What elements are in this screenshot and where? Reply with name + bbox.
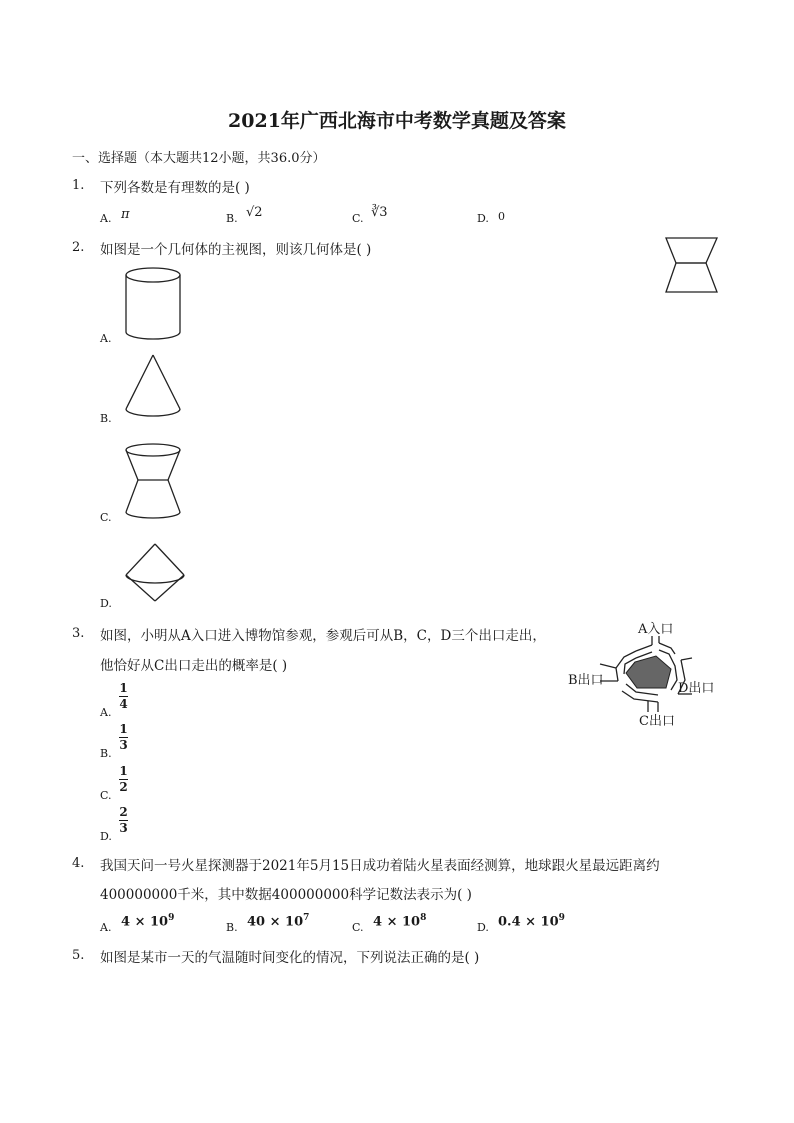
- q4-option-a-value: [121, 913, 174, 929]
- q3-museum-figure: [592, 636, 715, 716]
- q1-option-c-label: C.: [352, 212, 364, 225]
- q4-option-b-base: 40 × 10: [247, 914, 304, 930]
- q4-number: 4.: [72, 856, 85, 871]
- q3-option-c-denominator: 2: [119, 780, 128, 794]
- q3-label-entrance-a: A入口: [638, 622, 674, 637]
- q4-option-a-exponent: 9: [168, 913, 175, 923]
- q3-option-b-label: B.: [100, 747, 112, 760]
- q5-number: 5.: [72, 948, 85, 963]
- q2-option-d-label: D.: [100, 597, 112, 610]
- cylinder-icon: [124, 266, 184, 342]
- q4-option-b-exponent: 7: [303, 913, 310, 923]
- q3-option-c-fraction: [119, 764, 128, 795]
- q3-option-b-denominator: 3: [119, 738, 128, 752]
- q4-option-d-label: D.: [477, 921, 489, 934]
- q4-option-c-base: 4 × 10: [373, 914, 421, 930]
- q4-option-c-value: [373, 913, 426, 929]
- cone-icon: [124, 353, 184, 419]
- q1-option-b-value: √2: [246, 205, 263, 220]
- q3-label-exit-c: C出口: [639, 714, 675, 729]
- q3-option-a-fraction: [119, 681, 128, 712]
- q3-option-c-label: C.: [100, 789, 112, 802]
- q3-line2: 他恰好从C出口走出的概率是( ): [100, 658, 288, 674]
- q3-option-a-numerator: 1: [119, 681, 128, 695]
- double-cone-icon: [124, 542, 188, 604]
- q3-option-a-denominator: 4: [119, 697, 128, 711]
- q4-option-c-label: C.: [352, 921, 364, 934]
- q1-option-b-label: B.: [226, 212, 238, 225]
- q2-text: 如图是一个几何体的主视图，则该几何体是( ): [100, 242, 372, 258]
- q4-option-a-base: 4 × 10: [121, 914, 169, 930]
- q2-option-c-label: C.: [100, 511, 112, 524]
- q3-option-d-label: D.: [100, 830, 112, 843]
- q3-option-c-numerator: 1: [119, 764, 128, 778]
- q4-option-a-label: A.: [100, 921, 112, 934]
- q1-option-d-label: D.: [477, 212, 489, 225]
- q4-option-d-base: 0.4 × 10: [498, 914, 559, 930]
- q4-option-b-value: [247, 913, 309, 929]
- q4-line1: 我国天问一号火星探测器于2021年5月15日成功着陆火星表面经测算，地球跟火星最远距离约: [100, 858, 660, 874]
- q3-option-a-label: A.: [100, 706, 112, 719]
- q3-label-exit-b: B出口: [568, 673, 604, 688]
- q1-option-d-value: 0: [498, 210, 505, 223]
- q1-option-a-value: π: [121, 207, 130, 222]
- q4-option-c-exponent: 8: [420, 913, 427, 923]
- section-heading: 一、选择题（本大题共12小题，共36.0分）: [72, 151, 326, 166]
- q1-option-a-label: A.: [100, 212, 112, 225]
- q3-option-d-denominator: 3: [119, 821, 128, 835]
- q3-label-exit-d: D出口: [678, 681, 715, 696]
- q5-text: 如图是某市一天的气温随时间变化的情况，下列说法正确的是( ): [100, 950, 480, 966]
- q2-number: 2.: [72, 240, 85, 255]
- q2-option-a-label: A.: [100, 332, 112, 345]
- q3-line1: 如图，小明从A入口进入博物馆参观，参观后可从B，C，D三个出口走出，: [100, 628, 546, 644]
- q3-number: 3.: [72, 626, 85, 641]
- page-title: 2021年广西北海市中考数学真题及答案: [228, 110, 566, 132]
- q1-number: 1.: [72, 178, 85, 193]
- q4-option-d-value: [498, 913, 565, 929]
- q3-option-d-fraction: [119, 805, 128, 836]
- q1-option-c-value: ∛3: [371, 205, 388, 220]
- q4-option-d-exponent: 9: [558, 913, 565, 923]
- q1-text: 下列各数是有理数的是( ): [100, 180, 250, 196]
- double-frustum-icon: [124, 442, 184, 524]
- q3-option-b-fraction: [119, 722, 128, 753]
- q4-line2: 400000000千米，其中数据400000000科学记数法表示为( ): [100, 887, 472, 903]
- q3-option-b-numerator: 1: [119, 722, 128, 736]
- q4-option-b-label: B.: [226, 921, 238, 934]
- q2-front-view-figure: [664, 236, 720, 296]
- q3-option-d-numerator: 2: [119, 805, 128, 819]
- q2-option-b-label: B.: [100, 412, 112, 425]
